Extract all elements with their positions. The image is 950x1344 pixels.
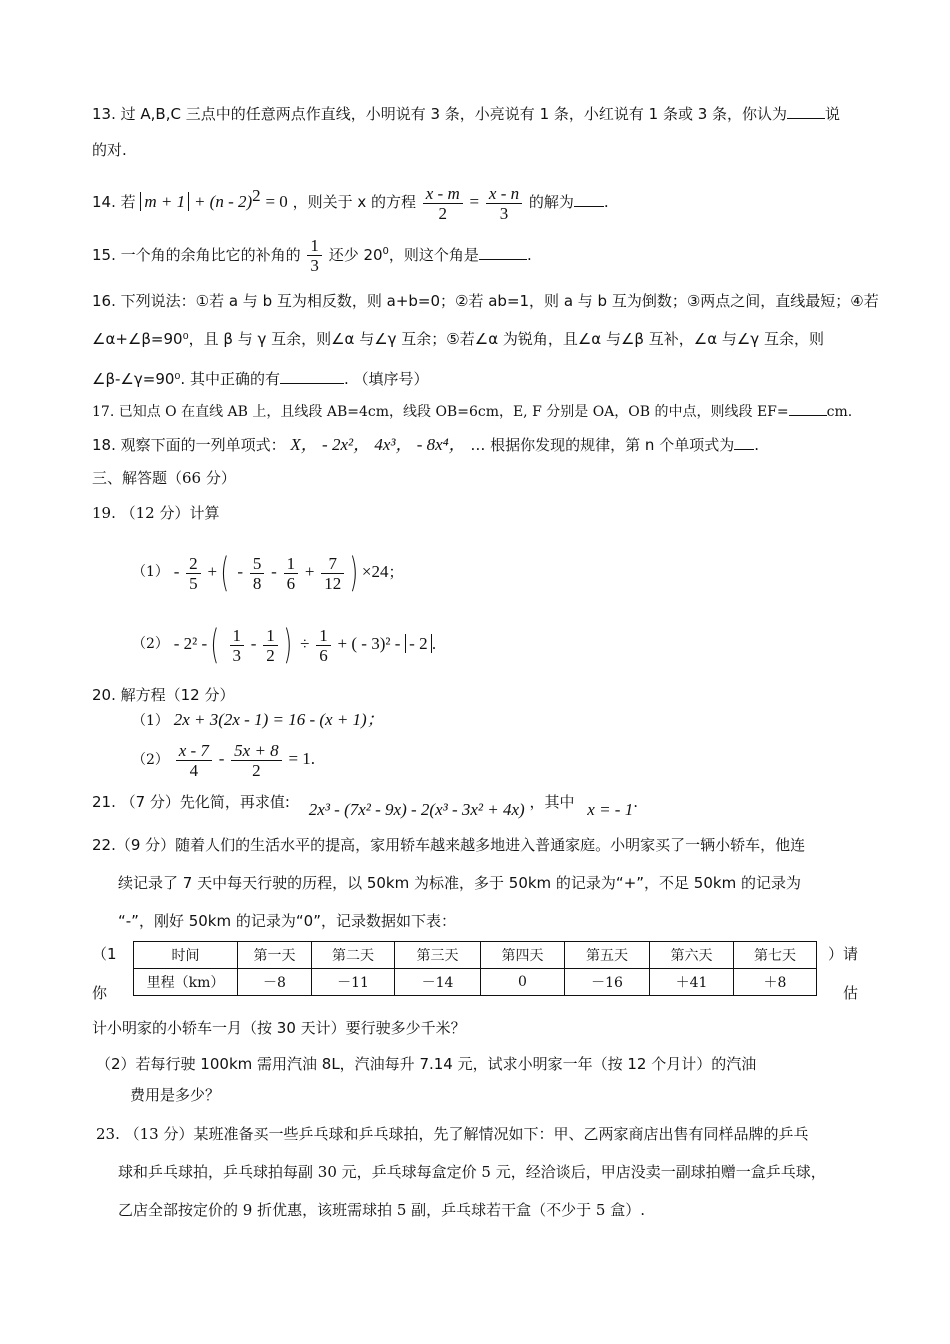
q16-line2: ∠α+∠β=90⁰，且 β 与 γ 互余，则∠α 与∠γ 互余；⑤若∠α 为锐角，且∠α 与∠β 互补，∠α 与∠γ 互余，则 — [92, 330, 824, 348]
q14-line: 14. 若 m + 1 + (n - 2)$^2$ = 0 ，则关于 x 的方程 $\frac{x - m}{2}$ = $\frac{x - n}{3}$ 的解为 . — [92, 183, 609, 223]
left-paren: ( — [220, 550, 230, 596]
fraction — [307, 236, 322, 275]
table-cell: 0 — [481, 969, 565, 996]
fraction — [186, 554, 201, 593]
q16-line3: ∠β-∠γ=90⁰. 其中正确的有 . （填序号） — [92, 367, 429, 389]
q18-line: 18. 观察下面的一列单项式： X， - 2x²， 4x³， - 8x⁴， … 根据你发现的规律，第 n 个单项式为 . — [92, 435, 759, 454]
table-row — [134, 969, 817, 996]
fraction-denominator: 6 — [319, 645, 328, 665]
fraction-denominator: 3 — [499, 203, 509, 223]
q22-line2: 续记录了 7 天中每天行驶的历程，以 50km 为标准，多于 50km 的记录为“+”，不足 50km 的记录为 — [118, 874, 801, 892]
fraction-denominator: 12 — [324, 573, 342, 593]
q15-line: 15. 一个角的余角比它的补角的 $\frac{1}{3}$ 还少 $20^0$，则这个角是 . — [92, 236, 532, 275]
fraction-denominator: 4 — [189, 760, 199, 780]
fraction — [423, 184, 463, 223]
fraction-denominator: 3 — [232, 645, 242, 665]
q19-part2: （2） - 2² -( $\frac{1}{3}$ - $\frac{1}{2}$ ) ÷ $\frac{1}{6}$ + ( - 3)² - - 2 . — [132, 622, 437, 668]
right-paren: ) — [283, 622, 292, 668]
section-heading: 三、解答题（66 分） — [92, 469, 236, 487]
table-header-row — [134, 942, 817, 969]
answer-blank — [789, 399, 827, 416]
fraction-denominator: 2 — [266, 645, 275, 665]
fraction-numerator: 1 — [230, 626, 245, 646]
fraction-numerator: x - n — [486, 184, 522, 204]
answer-blank — [280, 367, 344, 384]
q22-line4: 计小明家的小轿车一月（按 30 天计）要行驶多少千米？ — [92, 1019, 466, 1037]
q21-line: 21. （7 分）先化简，再求值: 2x³ - (7x² - 9x) - 2(x³ - 3x² + 4x) ，其中 x = - 1. — [92, 793, 638, 819]
fraction-numerator: 2 — [186, 554, 201, 574]
fraction-numerator: 5x + 8 — [231, 741, 282, 761]
fraction — [263, 626, 278, 665]
fraction-numerator: 1 — [316, 626, 331, 646]
q22-left-top: （1 — [92, 945, 117, 963]
q23-line1: 23. （13 分）某班准备买一些乒乓球和乒乓球拍，先了解情况如下：甲、乙两家商店出售有同样品牌的乒乓 — [96, 1125, 809, 1143]
q23-line3: 乙店全部按定价的 9 折优惠，该班需球拍 5 副，乒乓球若干盒（不少于 5 盒）. — [118, 1201, 646, 1219]
q23-line2: 球和乒乓球拍，乒乓球拍每副 30 元，乒乓球每盒定价 5 元，经洽谈后，甲店没卖一副球拍赠一盒乒乓球， — [118, 1163, 826, 1181]
q20-part2: （2） $\frac{x - 7}{4}$ - $\frac{5x + 8}{2}$ = 1. — [132, 740, 316, 780]
fraction-numerator: 7 — [321, 554, 344, 574]
right-paren: ) — [349, 550, 359, 596]
answer-blank — [479, 243, 527, 260]
table-header-cell: 第四天 — [481, 942, 565, 969]
table-cell: ＋8 — [734, 969, 817, 996]
table-cell: －14 — [395, 969, 481, 996]
q22-right-bottom: 估 — [843, 984, 859, 1002]
fraction — [231, 741, 282, 780]
fraction-denominator: 6 — [286, 573, 296, 593]
table-header-cell: 第二天 — [312, 942, 395, 969]
left-paren: ( — [210, 622, 220, 668]
fraction — [250, 554, 265, 593]
fraction-denominator: 3 — [310, 256, 319, 275]
table-cell: －11 — [312, 969, 395, 996]
q17-line: 17. 已知点 O 在直线 AB 上，且线段 AB=4cm，线段 OB=6cm，E, F 分别是 OA，OB 的中点，则线段 EF= cm. — [92, 399, 852, 422]
fraction — [316, 626, 331, 665]
table-cell: －16 — [565, 969, 650, 996]
table-header-cell: 第五天 — [565, 942, 650, 969]
q22-line6: 费用是多少？ — [130, 1086, 221, 1104]
fraction-denominator: 2 — [252, 760, 261, 780]
table-cell: 里程（km） — [134, 969, 238, 996]
fraction-denominator: 2 — [438, 203, 447, 223]
fraction-denominator: 8 — [252, 573, 262, 593]
q20-part1: （1） 2x + 3(2x - 1) = 16 - (x + 1)； — [132, 710, 384, 729]
table-cell: ＋41 — [650, 969, 734, 996]
fraction-numerator: 1 — [263, 626, 278, 646]
q22-line3: “-”，刚好 50km 的记录为“0”，记录数据如下表： — [118, 912, 456, 930]
q19-part1: （1） - $\frac{2}{5}$ +( - $\frac{5}{8}$ - $\frac{1}{6}$ + $\frac{7}{12}$ ) ×24； — [132, 550, 404, 596]
fraction-numerator: x - m — [423, 184, 463, 204]
fraction — [230, 626, 245, 665]
q20-title: 20. 解方程（12 分） — [92, 686, 235, 704]
q22-left-bottom: 你 — [92, 984, 108, 1002]
fraction-numerator: 1 — [284, 554, 299, 574]
table-header-cell: 第三天 — [395, 942, 481, 969]
q22-line5: （2）若每行驶 100km 需用汽油 8L，汽油每升 7.14 元，试求小明家一年（按 12 个月计）的汽油 — [96, 1055, 757, 1073]
q13-line2: 的对. — [92, 141, 127, 159]
fraction-numerator: 1 — [307, 236, 322, 256]
fraction — [176, 741, 212, 780]
fraction-numerator: 5 — [250, 554, 265, 574]
q22-right-top: ）请 — [828, 945, 859, 963]
fraction-denominator: 5 — [189, 573, 198, 593]
table-header-cell: 第六天 — [650, 942, 734, 969]
fraction — [321, 554, 344, 593]
answer-blank — [574, 190, 604, 207]
table-header-cell: 第一天 — [238, 942, 312, 969]
mileage-table — [133, 941, 817, 996]
fraction — [284, 554, 299, 593]
table-header-cell: 第七天 — [734, 942, 817, 969]
fraction — [486, 184, 522, 223]
table-header-cell: 时间 — [134, 942, 238, 969]
answer-blank — [734, 433, 754, 450]
fraction-numerator: x - 7 — [176, 741, 212, 761]
q16-line1: 16. 下列说法：①若 a 与 b 互为相反数，则 a+b=0；②若 ab=1，则 a 与 b 互为倒数；③两点之间，直线最短；④若 — [92, 292, 879, 310]
table-cell: －8 — [238, 969, 312, 996]
q13-line1: 13. 过 A,B,C 三点中的任意两点作直线，小明说有 3 条，小亮说有 1 条，小红说有 1 条或 3 条，你认为 说 — [92, 102, 840, 124]
q22-line1: 22.（9 分）随着人们的生活水平的提高，家用轿车越来越多地进入普通家庭。小明家买了一辆小轿车，他连 — [92, 836, 806, 854]
answer-blank — [787, 102, 825, 119]
q19-title: 19. （12 分）计算 — [92, 504, 220, 522]
